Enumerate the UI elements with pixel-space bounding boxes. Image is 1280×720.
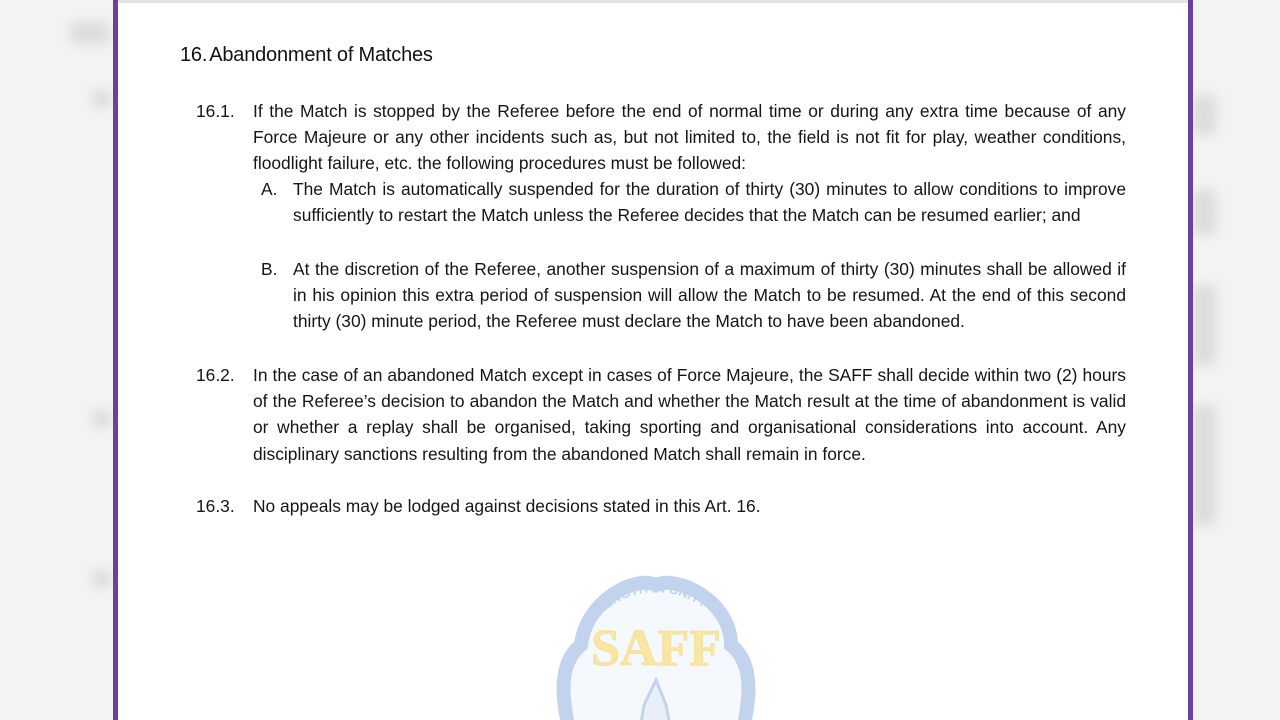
subclause-letter: B. — [261, 259, 278, 279]
section-title: Abandonment of Matches — [209, 44, 433, 66]
clause-text: If the Match is stopped by the Referee before the end of normal time or during any extra time because of any Force Majeure or any other incidents such as, but not limited to, the field is not fit for play, weather conditions, floodlight failure, etc. the following procedures must be followed: — [253, 101, 1126, 174]
background-smudge — [92, 410, 112, 428]
background-smudge — [1192, 190, 1216, 235]
subclause-a — [261, 176, 1126, 228]
document-page — [113, 0, 1193, 720]
logo-arc-text: STRENGTH IN UNITY — [580, 580, 712, 632]
subclause-text: At the discretion of the Referee, another suspension of a maximum of thirty (30) minutes shall be allowed if in his opinion this extra period of suspension will allow the Match to be resumed. At the end of this second thirty (30) minute period, the Referee must declare the Match to have been abandoned. — [293, 259, 1126, 332]
section-heading — [180, 44, 433, 67]
subclause-b — [261, 256, 1126, 335]
page-top-divider — [118, 0, 1188, 3]
background-smudge — [1192, 285, 1216, 365]
section-number: 16. — [180, 44, 208, 66]
background-smudge — [70, 22, 110, 44]
clause-text: No appeals may be lodged against decisions stated in this Art. 16. — [253, 496, 761, 516]
clause-number: 16.1. — [196, 101, 235, 121]
subclause-text: The Match is automatically suspended for the duration of thirty (30) minutes to allow conditions to improve sufficiently to restart the Match unless the Referee decides that the Match can be resumed earlier; and — [293, 179, 1126, 226]
clause-16-1 — [196, 98, 1126, 177]
clause-number: 16.2. — [196, 365, 235, 385]
background-smudge — [1192, 405, 1216, 525]
clause-number: 16.3. — [196, 496, 235, 516]
clause-16-3 — [196, 493, 1126, 519]
saff-logo-watermark — [526, 555, 786, 720]
clause-text: In the case of an abandoned Match except in cases of Force Majeure, the SAFF shall decide within two (2) hours of the Referee’s decision to abandon the Match and whether the Match result at the time of abandonment is valid or whether a replay shall be organised, taking sporting and organisational considerations into account. Any disciplinary sanctions resulting from the abandoned Match shall remain in force. — [253, 365, 1126, 464]
background-smudge — [92, 90, 112, 108]
background-smudge — [92, 570, 112, 588]
logo-text: SAFF — [591, 620, 721, 677]
subclause-letter: A. — [261, 179, 278, 199]
background-smudge — [1192, 95, 1216, 135]
clause-16-2 — [196, 362, 1126, 467]
